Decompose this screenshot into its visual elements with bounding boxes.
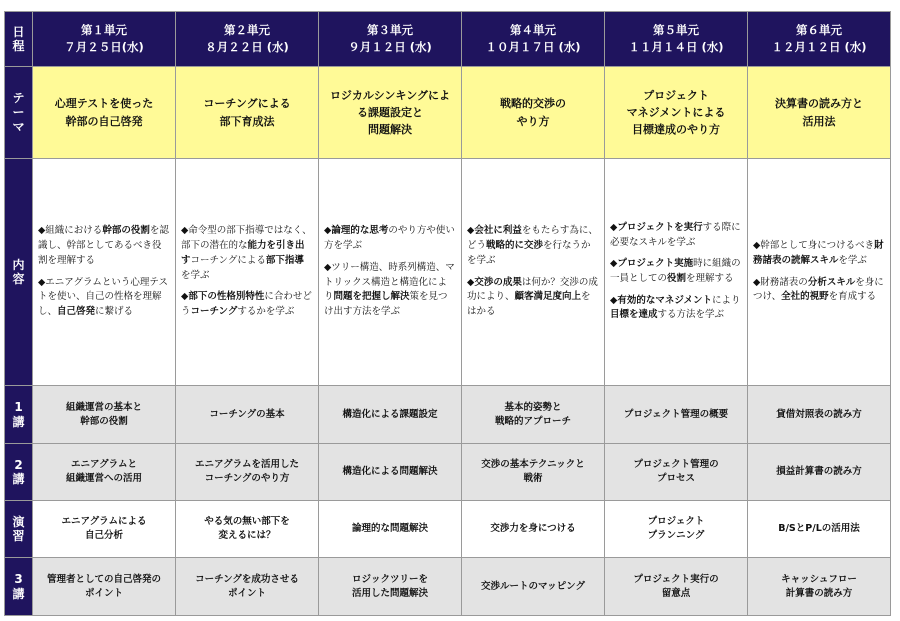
content-emphasis: 顧客満足度向上 [514, 291, 582, 303]
content-text: をはかる [467, 291, 591, 317]
exercise-cell: B/SとP/Lの活用法 [748, 501, 891, 558]
lesson3-row [5, 558, 891, 616]
schedule-table [4, 11, 891, 616]
content-text: ◆財務諸表の [753, 276, 808, 288]
content-paragraph [610, 257, 742, 286]
content-paragraph [38, 276, 170, 320]
content-text: する際に必要なスキルを学ぶ [610, 221, 741, 248]
content-text: に繋げる [95, 305, 134, 317]
content-text: ◆エニアグラムという心理テストを使い、自己の性格を理解し、 [38, 276, 169, 317]
lesson2-row [5, 444, 891, 501]
row-label-lesson3: 3 講 [5, 558, 33, 616]
lesson-cell: 貸借対照表の読み方 [748, 386, 891, 444]
content-paragraph [324, 224, 456, 253]
content-emphasis: 問題を把握し解決 [333, 291, 410, 303]
content-paragraph [324, 261, 456, 320]
content-paragraph [610, 221, 742, 250]
content-emphasis: 戦略的に交渉 [486, 240, 544, 252]
row-label-lesson1: 1 講 [5, 386, 33, 444]
content-paragraph [467, 276, 599, 320]
lesson1-row [5, 386, 891, 444]
content-emphasis: 目標を達成 [610, 309, 658, 321]
exercise-cell: プロジェクト プランニング [605, 501, 748, 558]
schedule-row [5, 12, 891, 67]
lesson-cell: コーチングを成功させる ポイント [176, 558, 319, 616]
content-text: を認識し、幹部としてあるべき役割を理解する [38, 225, 169, 266]
unit-content [748, 159, 891, 386]
content-text: ◆命令型の部下指導ではなく、部下の潜在的な [181, 225, 312, 252]
exercise-cell: 論理的な問題解決 [319, 501, 462, 558]
lesson-cell: キャッシュフロー 計算書の読み方 [748, 558, 891, 616]
row-label-content: 内 容 [5, 159, 33, 386]
content-text: 時に組織の一員としての [610, 258, 741, 284]
content-text: をもたらす為に、どう [467, 225, 598, 252]
lesson-cell: 基本的姿勢と 戦略的アプローチ [462, 386, 605, 444]
content-text: を行なうかを学ぶ [467, 240, 591, 266]
content-paragraph [467, 224, 599, 268]
content-text: ◆ [610, 294, 618, 306]
row-label-exercise: 演 習 [5, 501, 33, 558]
unit-content [33, 159, 176, 386]
content-emphasis: 部下の性格別特性 [188, 291, 265, 303]
content-emphasis: 交渉の成果 [474, 276, 522, 288]
content-emphasis: 会社に利益 [474, 225, 522, 237]
content-paragraph [753, 276, 885, 305]
content-emphasis: 論理的な思考 [331, 225, 389, 237]
content-text: ◆ [181, 291, 189, 303]
exercise-cell: 交渉力を身につける [462, 501, 605, 558]
content-text: ◆ [467, 225, 475, 237]
unit-header: 第１単元 ７月２５日(水) [33, 12, 176, 67]
content-text: ◆組織における [38, 225, 103, 237]
unit-content [605, 159, 748, 386]
content-emphasis: 分析スキル [807, 276, 856, 288]
content-text: ◆ツリー構造、時系列構造、マトリックス構造と構造化により [324, 261, 455, 303]
exercise-cell: やる気の無い部下を 変えるには？ [176, 501, 319, 558]
lesson-cell: プロジェクト管理の概要 [605, 386, 748, 444]
lesson-cell: 構造化による問題解決 [319, 444, 462, 501]
lesson-cell: プロジェクト実行の 留意点 [605, 558, 748, 616]
exercise-row [5, 501, 891, 558]
content-emphasis: 全社的視野 [781, 291, 829, 303]
row-label-lesson2: 2 講 [5, 444, 33, 501]
unit-header: 第３単元 ９月１２日 (水) [319, 12, 462, 67]
content-emphasis: 幹部の役割 [102, 225, 150, 237]
content-text: 策を見つけ出す方法を学ぶ [324, 291, 448, 317]
content-emphasis: 自己啓発 [57, 305, 96, 317]
lesson-cell: ロジックツリーを 活用した問題解決 [319, 558, 462, 616]
content-paragraph [753, 239, 885, 268]
content-text: を学ぶ [181, 269, 210, 281]
lesson-cell: 交渉の基本テクニックと 戦術 [462, 444, 605, 501]
content-text: を身につけ、 [753, 276, 884, 303]
content-emphasis: プロジェクト実施 [617, 258, 694, 270]
content-emphasis: 有効的なマネジメント [617, 294, 713, 306]
lesson-cell: 損益計算書の読み方 [748, 444, 891, 501]
unit-content [319, 159, 462, 386]
unit-content [462, 159, 605, 386]
lesson-cell: 構造化による課題設定 [319, 386, 462, 444]
content-text: により [712, 294, 741, 306]
lesson-cell: エニアグラムと 組織運営への活用 [33, 444, 176, 501]
unit-theme: 心理テストを使った 幹部の自己啓発 [33, 67, 176, 159]
exercise-cell: エニアグラムによる 自己分析 [33, 501, 176, 558]
content-emphasis: コーチング [190, 305, 238, 317]
content-text: する方法を学ぶ [657, 309, 725, 321]
row-label-theme: テ ー マ [5, 67, 33, 159]
unit-theme: プロジェクト マネジメントによる 目標達成のやり方 [605, 67, 748, 159]
content-paragraph [38, 224, 170, 268]
unit-header: 第２単元 ８月２２日 (水) [176, 12, 319, 67]
unit-theme: コーチングによる 部下育成法 [176, 67, 319, 159]
unit-theme: ロジカルシンキングによ る課題設定と 問題解決 [319, 67, 462, 159]
content-emphasis: 財務諸表の読解スキル [753, 240, 884, 266]
content-paragraph [181, 224, 313, 283]
content-emphasis: プロジェクトを実行 [617, 221, 703, 233]
lesson-cell: エニアグラムを活用した コーチングのやり方 [176, 444, 319, 501]
content-text: ◆ [324, 225, 332, 237]
lesson-cell: 管理者としての自己啓発の ポイント [33, 558, 176, 616]
content-row [5, 159, 891, 386]
content-text: コーチングによる [190, 254, 266, 266]
row-label-schedule: 日 程 [5, 12, 33, 67]
content-text: ◆ [610, 221, 618, 233]
lesson-cell: 組織運営の基本と 幹部の役割 [33, 386, 176, 444]
unit-theme: 決算書の読み方と 活用法 [748, 67, 891, 159]
unit-header: 第６単元 １２月１２日 (水) [748, 12, 891, 67]
content-text: のやり方や使い方を学ぶ [324, 225, 455, 252]
content-emphasis: 部下指導 [265, 254, 304, 266]
unit-content [176, 159, 319, 386]
lesson-cell: 交渉ルートのマッピング [462, 558, 605, 616]
content-text: を理解する [686, 273, 734, 284]
content-paragraph [610, 294, 742, 323]
content-text: に合わせどう [181, 291, 312, 317]
content-emphasis: 能力を引き出す [181, 240, 305, 266]
theme-row [5, 67, 891, 159]
content-text: ◆ [610, 258, 618, 270]
content-text: ◆ [467, 276, 475, 288]
content-text: するかを学ぶ [237, 305, 295, 317]
unit-header: 第５単元 １１月１４日 (水) [605, 12, 748, 67]
unit-header: 第４単元 １０月１７日 (水) [462, 12, 605, 67]
content-text: を学ぶ [838, 254, 867, 266]
content-text: は何か？交渉の成功により、 [467, 276, 598, 303]
unit-theme: 戦略的交渉の やり方 [462, 67, 605, 159]
lesson-cell: プロジェクト管理の プロセス [605, 444, 748, 501]
content-text: を育成する [828, 291, 877, 303]
content-emphasis: 役割 [667, 273, 687, 284]
content-paragraph [181, 290, 313, 319]
lesson-cell: コーチングの基本 [176, 386, 319, 444]
content-text: ◆幹部として身につけるべき [753, 240, 875, 252]
